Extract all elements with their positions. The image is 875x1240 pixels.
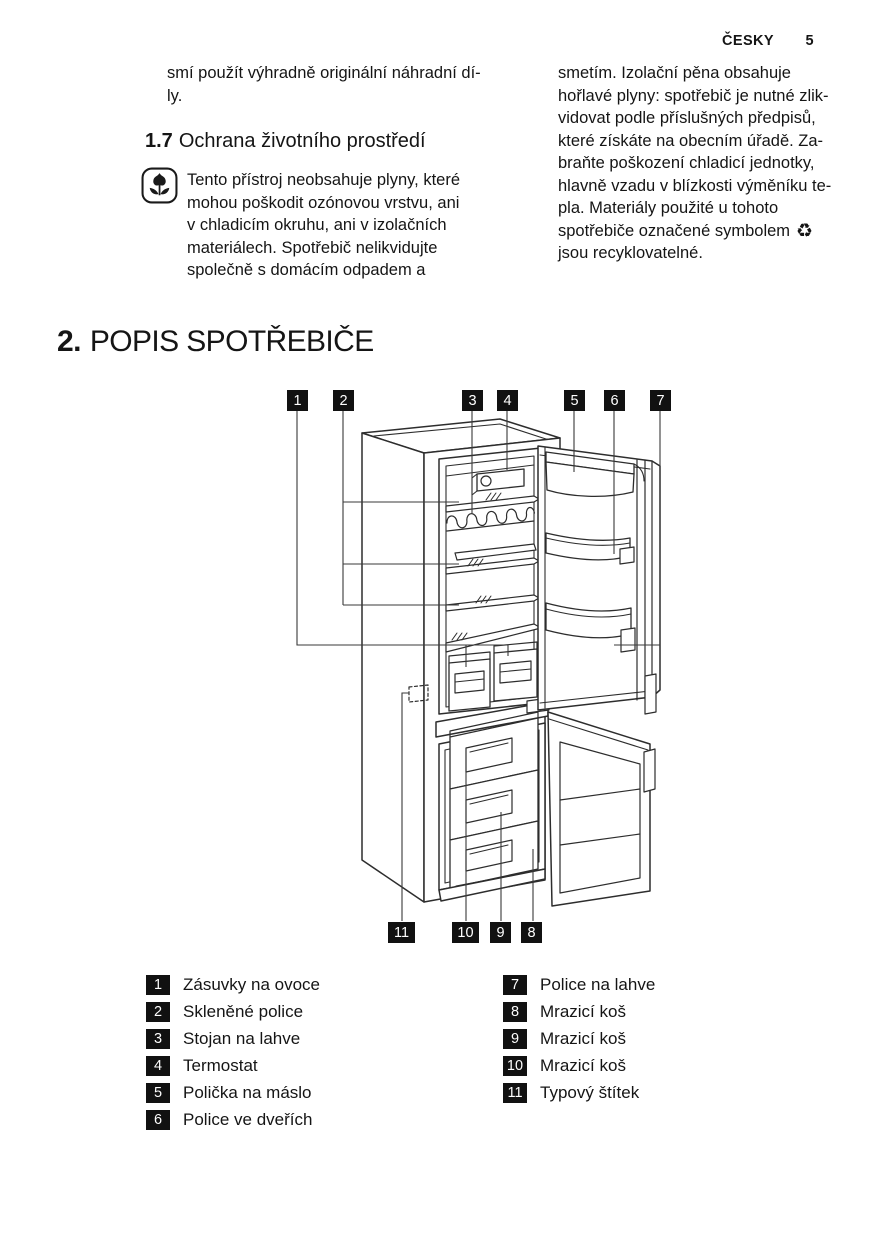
legend-key: 4 (146, 1056, 170, 1076)
legend-item-10 (503, 1055, 626, 1076)
section-1-7-number: 1.7 (145, 130, 173, 152)
legend-item-2 (146, 1001, 303, 1022)
right-column-last-line: jsou recyklovatelné. (558, 244, 703, 262)
legend-key: 9 (503, 1029, 527, 1049)
legend-label: Mrazicí koš (540, 1055, 626, 1075)
language-label: ČESKY (722, 33, 774, 49)
legend-item-3 (146, 1028, 300, 1049)
legend-key: 1 (146, 975, 170, 995)
legend-item-9 (503, 1028, 626, 1049)
callout-5: 5 (564, 390, 585, 411)
legend-key: 2 (146, 1002, 170, 1022)
callout-4: 4 (497, 390, 518, 411)
legend-label: Typový štítek (540, 1082, 640, 1102)
legend-label: Stojan na lahve (183, 1028, 301, 1048)
legend-label: Zásuvky na ovoce (183, 974, 321, 994)
symbol-line-text: spotřebiče označené symbolem (558, 221, 791, 240)
section-2-title: POPIS SPOTŘEBIČE (89, 325, 374, 358)
legend-key: 10 (503, 1056, 527, 1076)
callout-7: 7 (650, 390, 671, 411)
section-1-7-body: Tento přístroj neobsahuje plyny, které mohou poškodit ozónovou vrstvu, ani v chladicím okruhu, ani v izolačních materiálech. Spotřebič nelikvidujte společně s domácím odpadem a (187, 171, 461, 279)
callout-2: 2 (333, 390, 354, 411)
legend-item-6 (146, 1109, 312, 1130)
paragraph-spare-parts: smí použít výhradně originální náhradní dí- ly. (167, 64, 481, 105)
section-2-number: 2. (57, 325, 81, 358)
right-column-text: smetím. Izolační pěna obsahuje hořlavé plyny: spotřebič je nutné zlik- vidovat podle příslušných předpisů, které získáte na obecním úřadě. Za- braňte poškození chladicí jednotky, hlavně vzadu v blízkosti výměníku te- pla. Materiály použité u tohoto (558, 64, 832, 217)
callout-10: 10 (452, 922, 479, 943)
page-number: 5 (805, 33, 814, 49)
section-1-7-title: Ochrana životního prostředí (178, 130, 426, 152)
legend-label: Polička na máslo (183, 1082, 312, 1102)
callout-11: 11 (388, 922, 415, 943)
legend-key: 3 (146, 1029, 170, 1049)
legend-key: 5 (146, 1083, 170, 1103)
callout-3: 3 (462, 390, 483, 411)
recycle-icon: ♻ (796, 219, 814, 242)
legend-label: Mrazicí koš (540, 1001, 626, 1021)
legend-key: 11 (503, 1083, 527, 1103)
legend-item-8 (503, 1001, 626, 1022)
callout-8: 8 (521, 922, 542, 943)
legend-key: 7 (503, 975, 527, 995)
callout-6: 6 (604, 390, 625, 411)
legend-label: Police ve dveřích (183, 1109, 313, 1129)
callout-9: 9 (490, 922, 511, 943)
legend-item-7 (503, 974, 655, 995)
legend-key: 8 (503, 1002, 527, 1022)
callout-1: 1 (287, 390, 308, 411)
legend-item-11 (503, 1082, 639, 1103)
legend-label: Termostat (183, 1055, 258, 1075)
legend-key: 6 (146, 1110, 170, 1130)
legend-item-4 (146, 1055, 258, 1076)
legend-label: Police na lahve (540, 974, 656, 994)
legend-label: Mrazicí koš (540, 1028, 626, 1048)
legend-item-5 (146, 1082, 312, 1103)
legend-label: Skleněné police (183, 1001, 304, 1021)
legend-item-1 (146, 974, 320, 995)
